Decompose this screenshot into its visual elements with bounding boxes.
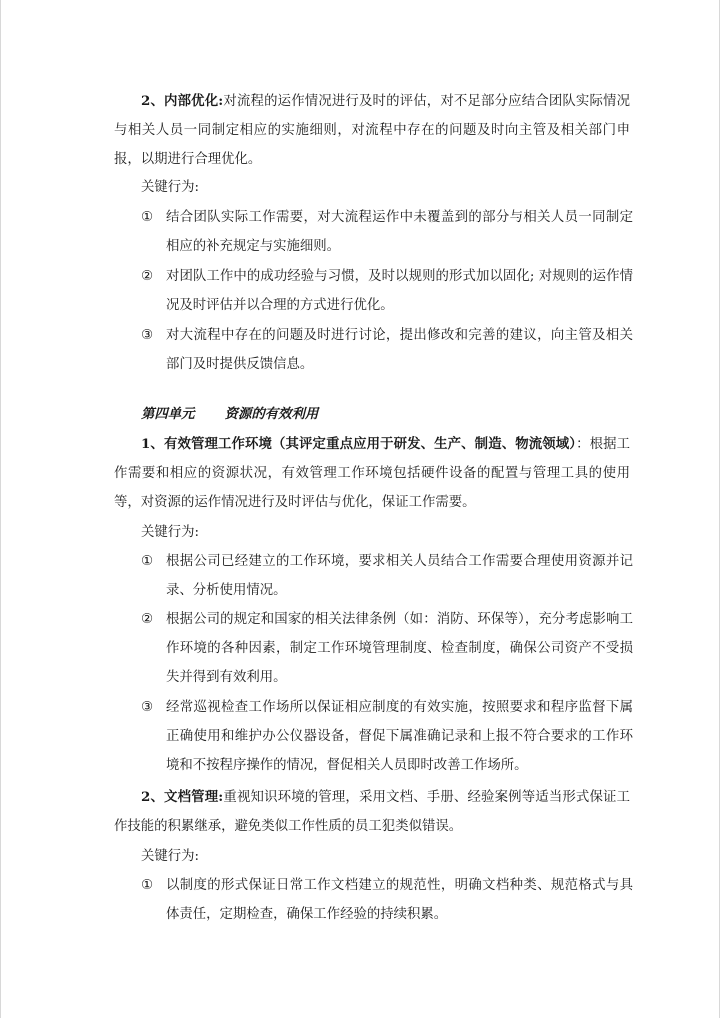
work-environment-paragraph [114,430,630,517]
item-text: 以制度的形式保证日常工作文档建立的规范性，明确文档种类、规范格式与具体责任，定期检查，确保工作经验的持续积累。 [166,878,633,922]
item-text: 对团队工作中的成功经验与习惯，及时以规则的形式加以固化; 对规则的运作情况及时评估并以合理的方式进行优化。 [166,269,633,313]
item-text: 结合团队实际工作需要，对大流程运作中未覆盖到的部分与相关人员一同制定相应的补充规定与实施细则。 [166,210,633,254]
key-behaviors-label: 关键行为: [141,849,200,864]
work-environment-title: 1、有效管理工作环境（其评定重点应用于研发、生产、制造、物流领域） [141,436,577,452]
list-item [141,547,633,605]
document-management-title: 2、文档管理: [141,789,224,805]
item-text: 经常巡视检查工作场所以保证相应制度的有效实施，按照要求和程序监督下属正确使用和维护办公仪器设备，督促下属准确记录和上报不符合要求的工作环境和不按程序操作的情况，督促相关人员即时改善工作场所。 [166,700,633,773]
unit-heading [141,400,318,429]
item-number: ② [141,269,154,284]
item-number: ③ [141,328,154,343]
list-item [141,321,633,379]
item-number: ② [141,612,154,627]
internal-optimization-paragraph [114,87,630,174]
list-item [141,605,633,692]
list-item [141,203,633,261]
list-item [141,871,633,929]
list-item [141,693,633,780]
item-text: 根据公司已经建立的工作环境，要求相关人员结合工作需要合理使用资源并记录、分析使用情况。 [166,554,633,598]
item-text: 根据公司的规定和国家的相关法律条例（如：消防、环保等），充分考虑影响工作环境的各种因素，制定工作环境管理制度、检查制度，确保公司资产不受损失并得到有效利用。 [166,612,633,685]
key-behaviors-label: 关键行为: [141,180,200,195]
unit-title: 资源的有效利用 [224,406,319,422]
list-item [141,262,633,320]
key-behaviors-label: 关键行为: [141,525,200,540]
item-number: ① [141,554,154,569]
item-text: 对大流程中存在的问题及时进行讨论，提出修改和完善的建议，向主管及相关部门及时提供反馈信息。 [166,328,633,372]
unit-number: 第四单元 [141,406,195,422]
item-number: ③ [141,700,154,715]
item-number: ① [141,878,154,893]
document-management-paragraph [114,783,630,841]
work-environment-text: ：根据工作需要和相应的资源状况，有效管理工作环境包括硬件设备的配置与管理工具的使用等，对资源的运作情况进行及时评估与优化，保证工作需要。 [114,437,631,510]
internal-optimization-title: 2、内部优化: [141,93,224,109]
item-number: ① [141,210,154,225]
document-management-text: 重视知识环境的管理，采用文档、手册、经验案例等适当形式保证工作技能的积累继承，避免类似工作性质的员工犯类似错误。 [114,790,631,834]
internal-optimization-text: 对流程的运作情况进行及时的评估，对不足部分应结合团队实际情况与相关人员一同制定相应的实施细则，对流程中存在的问题及时向主管及相关部门申报，以期进行合理优化。 [114,94,631,167]
